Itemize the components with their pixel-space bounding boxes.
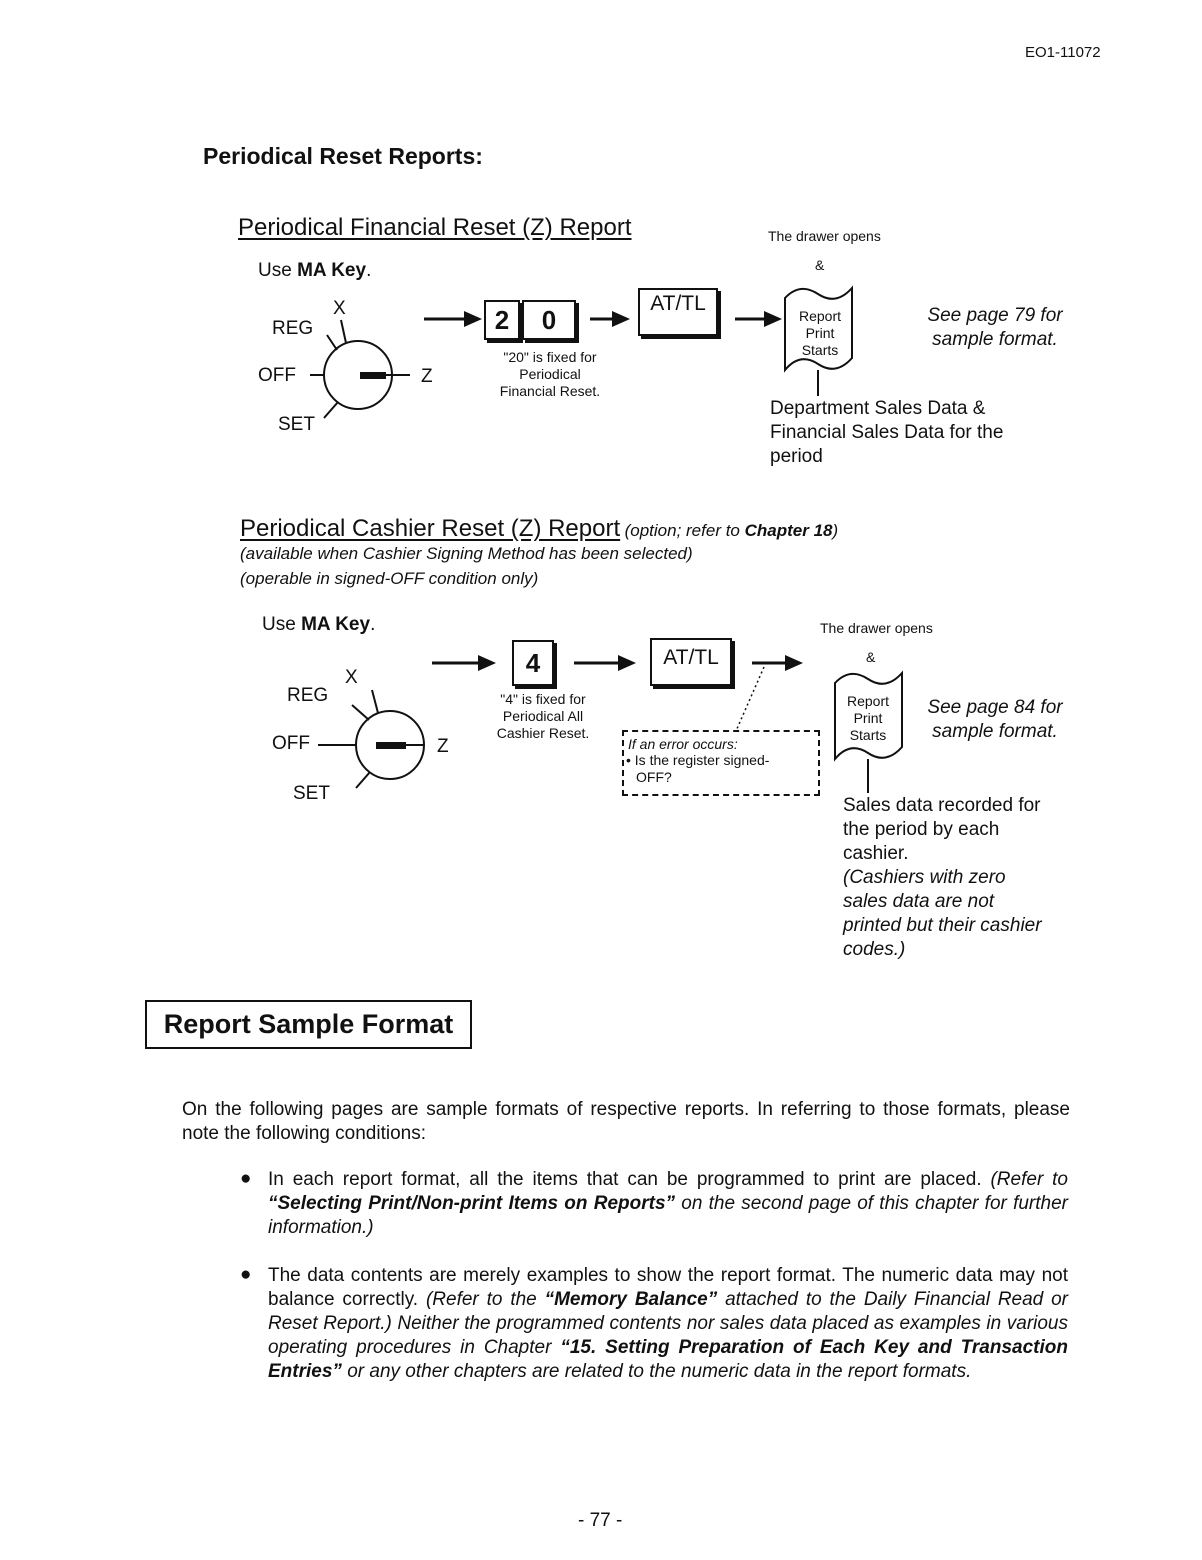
cashier-note-available: (available when Cashier Signing Method has been selected) xyxy=(240,544,693,563)
arrow-icon xyxy=(432,655,496,671)
switch-reg-label-2: REG xyxy=(287,685,329,706)
key-0[interactable]: 0 xyxy=(522,300,576,340)
key-caption-2: "4" is fixed for Periodical All Cashier Reset. xyxy=(496,691,590,741)
arrow-icon xyxy=(574,655,636,671)
ampersand-2: & xyxy=(866,649,876,665)
switch-off-label: OFF xyxy=(258,365,296,386)
switch-z-label: Z xyxy=(421,366,433,387)
bullet-item-2: The data contents are merely examples to show the report format. The numeric data may not balance correctly. (Refer to the “Memory Balance” attached to the Daily Financial Read or Reset Report.) Neither the programmed contents nor sales data placed as examples in various operating procedures in Chapter “15. Setting Preparation of Each Key and Transaction Entries” or any other chapters are related to the numeric data in the report formats. xyxy=(268,1265,1069,1382)
error-box xyxy=(622,730,820,796)
switch-reg-label: REG xyxy=(272,318,314,339)
see-page-79: See page 79 for sample format. xyxy=(927,305,1063,350)
mode-switch-diagram-2 xyxy=(280,660,480,800)
arrow-icon xyxy=(735,311,782,327)
see-page-84: See page 84 for sample format. xyxy=(927,697,1063,742)
page-number: - 77 - xyxy=(578,1510,623,1531)
cashier-note-operable: (operable in signed-OFF condition only) xyxy=(240,569,539,588)
bullet-item-1: In each report format, all the items that can be programmed to print are placed. (Refer to “Selecting Print/Non-print Items on Reports” on the second page of this chapter for further information.) xyxy=(268,1169,1068,1238)
document-id: EO1-11072 xyxy=(1025,44,1101,61)
cashier-heading-row xyxy=(240,515,838,543)
switch-set-label: SET xyxy=(278,414,315,435)
section-title-box: Report Sample Format xyxy=(145,1000,472,1049)
error-item: • Is the register signed- OFF? xyxy=(626,752,770,785)
switch-set-label-2: SET xyxy=(293,783,330,804)
mode-switch-diagram-1 xyxy=(250,290,450,430)
bullet-icon: ● xyxy=(240,1168,252,1189)
use-key-2: Use MA Key. xyxy=(262,614,376,635)
switch-off-label-2: OFF xyxy=(272,733,310,754)
switch-x-label-2: X xyxy=(345,667,358,688)
dotted-connector xyxy=(730,665,770,735)
key-2[interactable]: 2 xyxy=(484,300,520,340)
drawer-opens-2: The drawer opens xyxy=(820,620,933,636)
use-key-1: Use MA Key. xyxy=(258,260,372,281)
switch-z-label-2: Z xyxy=(437,736,449,757)
financial-output-text: Department Sales Data & Financial Sales Data for the period xyxy=(770,398,1004,467)
key-caption-1: "20" is fixed for Periodical Financial Reset. xyxy=(499,349,601,399)
cashier-option-note: (option; refer to Chapter 18) xyxy=(624,521,839,540)
cashier-output-text: Sales data recorded for the period by each cashier. (Cashiers with zero sales data are not printed but their cashier codes.) xyxy=(843,795,1042,960)
arrows-row-1 xyxy=(424,308,794,330)
switch-x-label: X xyxy=(333,298,346,319)
cashier-heading: Periodical Cashier Reset (Z) Report xyxy=(240,515,621,542)
at-tl-key-2[interactable]: AT/TL xyxy=(650,638,732,686)
drawer-opens-1: The drawer opens xyxy=(768,228,881,244)
arrow-icon xyxy=(424,311,482,327)
key-4[interactable]: 4 xyxy=(512,640,554,686)
receipt-text-1: Report Print Starts xyxy=(798,308,842,358)
page-title: Periodical Reset Reports: xyxy=(203,143,483,169)
intro-paragraph: On the following pages are sample formats of respective reports. In referring to those formats, please note the following conditions: xyxy=(182,1099,1070,1144)
bullet-icon: ● xyxy=(240,1264,252,1285)
at-tl-key-1[interactable]: AT/TL xyxy=(638,288,718,336)
error-title: If an error occurs: xyxy=(628,736,738,752)
arrow-icon xyxy=(590,311,630,327)
ampersand-1: & xyxy=(815,257,825,273)
financial-heading: Periodical Financial Reset (Z) Report xyxy=(238,214,632,241)
receipt-text-2: Report Print Starts xyxy=(846,693,890,743)
